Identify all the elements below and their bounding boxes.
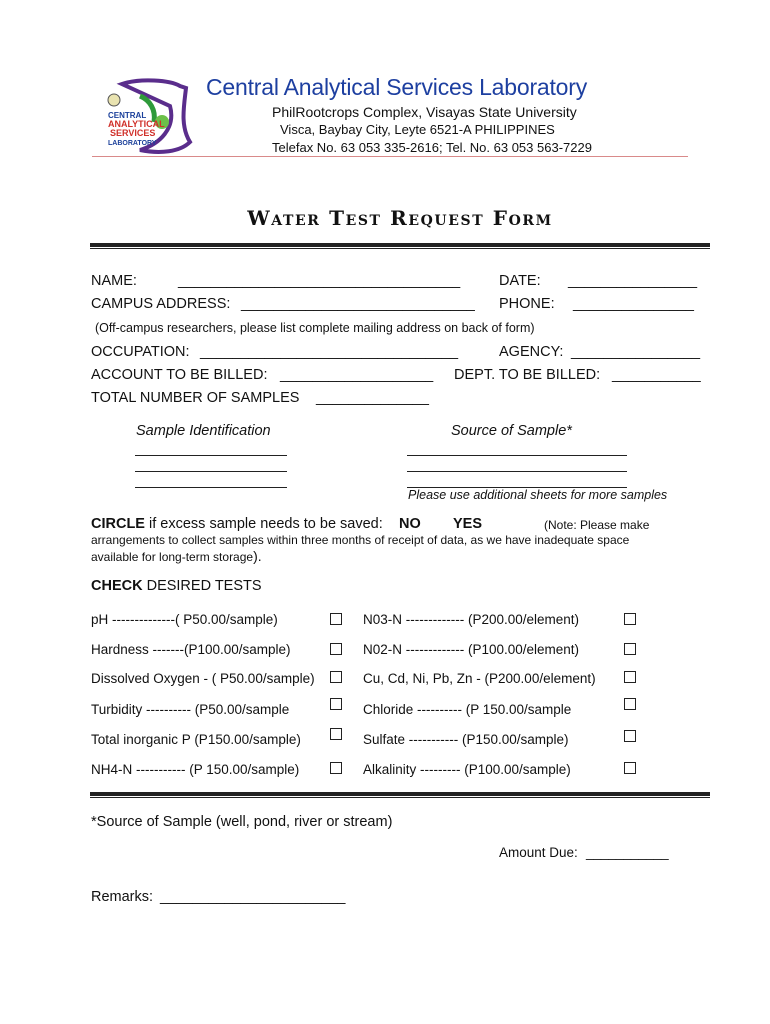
lab-logo	[100, 76, 200, 156]
test-left-4: Turbidity ---------- (P50.00/sample	[91, 702, 290, 717]
test-left-2: Hardness -------(P100.00/sample)	[91, 642, 291, 657]
account-billed-label: ACCOUNT TO BE BILLED:	[91, 367, 268, 383]
agency-label: AGENCY:	[499, 344, 564, 360]
circle-question-text: if excess sample needs to be saved:	[144, 516, 383, 532]
circle-word: CIRCLE	[91, 516, 145, 532]
sample-source-line-2[interactable]	[407, 471, 627, 472]
sample-id-line-1[interactable]	[135, 455, 287, 456]
test-right-6: Alkalinity --------- (P100.00/sample)	[363, 762, 571, 777]
date-label: DATE:	[499, 273, 541, 289]
storage-note-start: (Note: Please make	[544, 518, 650, 532]
test-right-2-checkbox[interactable]	[624, 643, 636, 655]
storage-note-end: ).	[253, 548, 262, 564]
total-samples-label: TOTAL NUMBER OF SAMPLES	[91, 390, 300, 406]
test-left-4-checkbox[interactable]	[330, 698, 342, 710]
phone-label: PHONE:	[499, 296, 555, 312]
logo-text-3: SERVICES	[110, 128, 156, 138]
org-name: Central Analytical Services Laboratory	[206, 74, 588, 100]
campus-address-field[interactable]: _____________________________	[241, 296, 475, 312]
address-line-1: PhilRootcrops Complex, Visayas State University	[272, 104, 577, 120]
tests-rule-thick	[90, 792, 710, 796]
tests-heading-rest: DESIRED TESTS	[142, 578, 262, 594]
sample-id-line-3[interactable]	[135, 487, 287, 488]
date-field[interactable]: ________________	[568, 273, 698, 289]
contact-line: Telefax No. 63 053 335-2616; Tel. No. 63 053 563-7229	[272, 140, 592, 155]
test-left-3: Dissolved Oxygen - ( P50.00/sample)	[91, 671, 315, 686]
logo-text-1: CENTRAL	[108, 111, 147, 120]
test-left-1: pH --------------( P50.00/sample)	[91, 612, 278, 627]
test-left-6: NH4-N ----------- (P 150.00/sample)	[91, 762, 300, 777]
remarks-field[interactable]: _______________________	[160, 889, 346, 905]
test-left-2-checkbox[interactable]	[330, 643, 342, 655]
address-line-2: Visca, Baybay City, Leyte 6521-A PHILIPPINES	[280, 122, 555, 137]
dept-billed-label: DEPT. TO BE BILLED:	[454, 367, 601, 383]
test-right-5-checkbox[interactable]	[624, 730, 636, 742]
sample-id-line-2[interactable]	[135, 471, 287, 472]
campus-address-label: CAMPUS ADDRESS:	[91, 296, 231, 312]
no-option[interactable]: NO	[399, 516, 421, 532]
sample-source-header: Source of Sample*	[451, 423, 572, 439]
phone-field[interactable]: _______________	[573, 296, 694, 312]
logo-text-2: ANALYTICAL	[108, 119, 165, 129]
storage-note-line-3-text: available for long-term storage	[91, 550, 254, 564]
sample-id-header: Sample Identification	[136, 423, 271, 439]
test-right-3-checkbox[interactable]	[624, 671, 636, 683]
total-samples-field[interactable]: ______________	[316, 390, 429, 406]
test-right-5: Sulfate ----------- (P150.00/sample)	[363, 732, 569, 747]
test-right-4: Chloride ---------- (P 150.00/sample	[363, 702, 572, 717]
remarks-label: Remarks:	[91, 889, 154, 905]
test-right-6-checkbox[interactable]	[624, 762, 636, 774]
check-word: CHECK	[91, 578, 143, 594]
source-footnote: *Source of Sample (well, pond, river or stream)	[91, 814, 393, 830]
test-left-5-checkbox[interactable]	[330, 728, 342, 740]
test-right-4-checkbox[interactable]	[624, 698, 636, 710]
test-left-6-checkbox[interactable]	[330, 762, 342, 774]
off-campus-note: (Off-campus researchers, please list complete mailing address on back of form)	[95, 321, 535, 335]
agency-field[interactable]: ________________	[571, 344, 701, 360]
storage-note-line-3	[91, 548, 262, 564]
tests-rule-thin	[90, 797, 710, 798]
test-left-1-checkbox[interactable]	[330, 613, 342, 625]
test-right-1-checkbox[interactable]	[624, 613, 636, 625]
test-left-3-checkbox[interactable]	[330, 671, 342, 683]
test-left-5: Total inorganic P (P150.00/sample)	[91, 732, 301, 747]
additional-sheets-note: Please use additional sheets for more samples	[408, 488, 668, 502]
header-divider	[92, 156, 688, 157]
sample-source-line-1[interactable]	[407, 455, 627, 456]
amount-due-field[interactable]: ___________	[586, 845, 669, 860]
yes-option[interactable]: YES	[453, 516, 483, 532]
dept-billed-field[interactable]: ___________	[612, 367, 701, 383]
circle-question	[91, 516, 383, 532]
name-field[interactable]: ___________________________________	[178, 273, 461, 289]
logo-text-4: LABORATORY	[108, 140, 157, 147]
test-right-1: N03-N ------------- (P200.00/element)	[363, 612, 580, 627]
title-rule-thin	[90, 248, 710, 249]
name-label: NAME:	[91, 273, 137, 289]
occupation-label: OCCUPATION:	[91, 344, 190, 360]
account-billed-field[interactable]: ___________________	[280, 367, 434, 383]
form-title: Water Test Request Form	[247, 206, 553, 230]
title-rule-thick	[90, 243, 710, 247]
storage-note-line-2: arrangements to collect samples within three months of receipt of data, as we have inadequate space	[91, 533, 630, 547]
tests-heading	[91, 578, 262, 594]
amount-due-label: Amount Due:	[499, 845, 578, 860]
occupation-field[interactable]: ________________________________	[200, 344, 459, 360]
test-right-3: Cu, Cd, Ni, Pb, Zn - (P200.00/element)	[363, 671, 596, 686]
test-right-2: N02-N ------------- (P100.00/element)	[363, 642, 580, 657]
